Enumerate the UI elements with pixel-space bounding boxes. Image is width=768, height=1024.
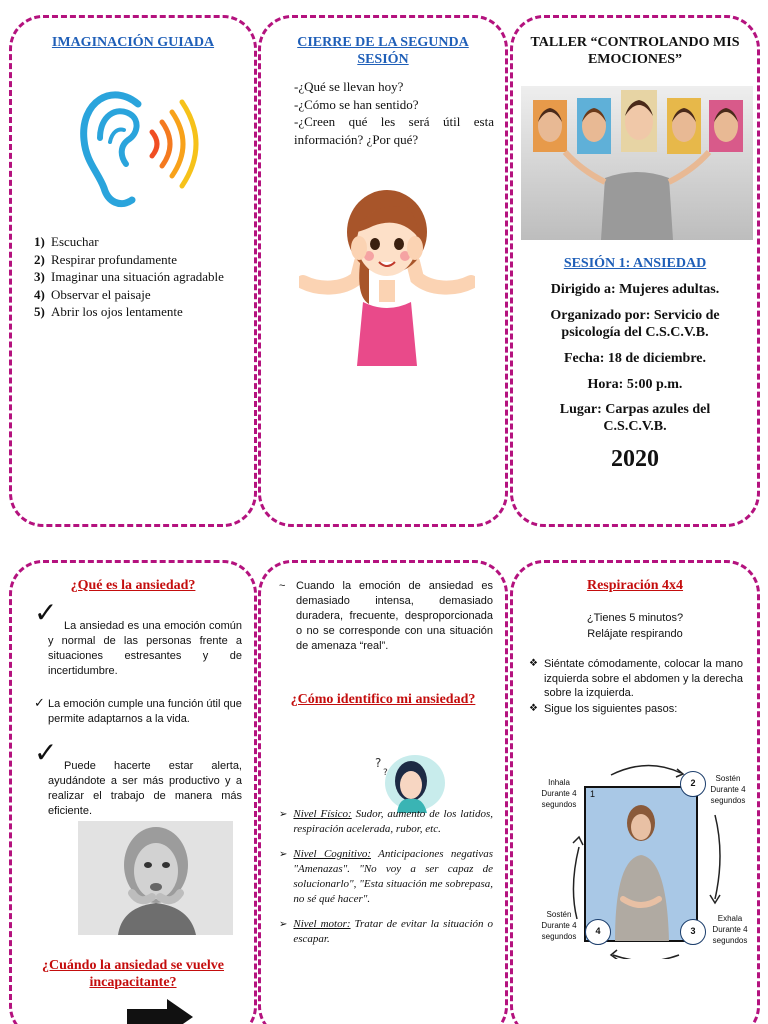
step-1-number: 1: [590, 789, 596, 799]
panel-cierre-sesion: [258, 15, 508, 527]
list-item: 1) Escuchar: [34, 234, 99, 249]
list-item: ❖ Siéntate cómodamente, colocar la mano izquierda sobre el abdomen y la derecha sobre la izquierda.: [529, 658, 743, 699]
question-list: [294, 78, 494, 148]
list-item: 4) Observar el paisaje: [34, 286, 151, 302]
svg-text:?: ?: [375, 756, 382, 770]
check-mark-icon: ✓: [34, 695, 45, 710]
list-item: ➢ Nivel Cognitivo: Anticipaciones negativas "Amenazas". "No voy a ser capaz de solucionarlo", "Esta situación me sobrepasa, no sé qué hacer".: [279, 848, 493, 905]
panel-respiracion: [510, 560, 760, 1024]
section-title-incapacitante: ¿Cuándo la ansiedad se vuelve incapacitante?: [41, 958, 225, 990]
place-text: Lugar: Carpas azules del C.S.C.V.B.: [559, 402, 711, 434]
label-sosten-top: Sostén Durante 4 segundos: [710, 774, 746, 805]
step-3-circle: 3: [680, 919, 706, 945]
panel-title: TALLER “CONTROLANDO MIS EMOCIONES”: [530, 35, 740, 67]
breathing-square-diagram: [519, 759, 757, 959]
session-title: SESIÓN 1: ANSIEDAD: [563, 256, 707, 271]
step-2-circle: 2: [680, 771, 706, 797]
list-item: ➢ Nivel motor: Tratar de evitar la situación o escapar.: [279, 918, 493, 945]
time-text: Hora: 5:00 p.m.: [587, 377, 683, 392]
intro-bullet: ~: [279, 580, 286, 592]
list-item: ➢ Nivel Físico: Sudor, aumento de los latidos, respiración acelerada, rubor, etc.: [279, 808, 493, 835]
paragraph-funcion: La emoción cumple una función útil que permite adaptarnos a la vida.: [48, 698, 242, 725]
check-mark-icon: ✓: [34, 738, 58, 769]
question-line: -¿Cómo se han sentido?: [294, 96, 419, 112]
section-title-identifico: ¿Cómo identifico mi ansiedad?: [290, 692, 476, 707]
paragraph-intro: Cuando la emoción de ansiedad es demasiado intensa, demasiado duradera, frecuente, desproporcionada o no se corresponde con una situación de amenaza “real”.: [296, 580, 493, 652]
list-item: 2) Respirar profundamente: [34, 251, 177, 267]
paragraph-alerta: Puede hacerte estar alerta, ayudándote a ser más productivo y a realizar el trabajo de manera más eficiente.: [48, 760, 242, 817]
worried-woman-illustration: [371, 751, 449, 813]
label-exhala: Exhala Durante 4 segundos: [712, 914, 748, 945]
panel-title: IMAGINACIÓN GUIADA: [51, 35, 215, 50]
list-item: 5) Abrir los ojos lentamente: [34, 304, 183, 319]
step-4-circle: 4: [585, 919, 611, 945]
list-item: ❖ Sigue los siguientes pasos:: [529, 702, 678, 715]
paragraph-definicion: La ansiedad es una emoción común y normal de las personas frente a situaciones estresantes y de incertidumbre.: [48, 620, 242, 677]
question-line: -¿Creen qué les será útil esta información? ¿Por qué?: [294, 114, 494, 147]
label-inhala: Inhala Durante 4 segundos: [541, 778, 577, 809]
panel-title: CIERRE DE LA SEGUNDA SESIÓN: [297, 35, 469, 67]
arrow-right-icon: [127, 999, 195, 1024]
subtitle-tiempo: ¿Tienes 5 minutos?: [586, 612, 684, 624]
steps-list: [34, 233, 240, 321]
faces-emotions-photo: [521, 86, 753, 240]
year-text: 2020: [611, 446, 659, 472]
panel-como-identifico: [258, 560, 508, 1024]
panel-title: ¿Qué es la ansiedad?: [70, 578, 196, 593]
panel-imaginacion-guiada: [9, 15, 257, 527]
panel-title: Respiración 4x4: [586, 578, 684, 593]
subtitle-relajate: Relájate respirando: [587, 628, 683, 640]
panel-portada: [510, 15, 760, 527]
instructions-list: [529, 657, 743, 716]
check-mark-icon: ✓: [34, 598, 58, 629]
date-text: Fecha: 18 de diciembre.: [563, 351, 707, 366]
question-line: -¿Qué se llevan hoy?: [294, 79, 404, 94]
levels-list: [279, 807, 493, 947]
label-sosten-bottom: Sostén Durante 4 segundos: [541, 910, 577, 941]
ear-sound-icon: [74, 80, 200, 214]
panel-que-es-ansiedad: [9, 560, 257, 1024]
svg-text:?: ?: [383, 768, 388, 778]
anxious-woman-photo: [78, 821, 233, 935]
audience-text: Dirigido a: Mujeres adultas.: [550, 282, 720, 297]
girl-covering-ears-illustration: [299, 186, 475, 372]
organizer-text: Organizado por: Servicio de psicología del C.S.C.V.B.: [550, 308, 720, 340]
list-item: 3) Imaginar una situación agradable: [34, 269, 224, 284]
